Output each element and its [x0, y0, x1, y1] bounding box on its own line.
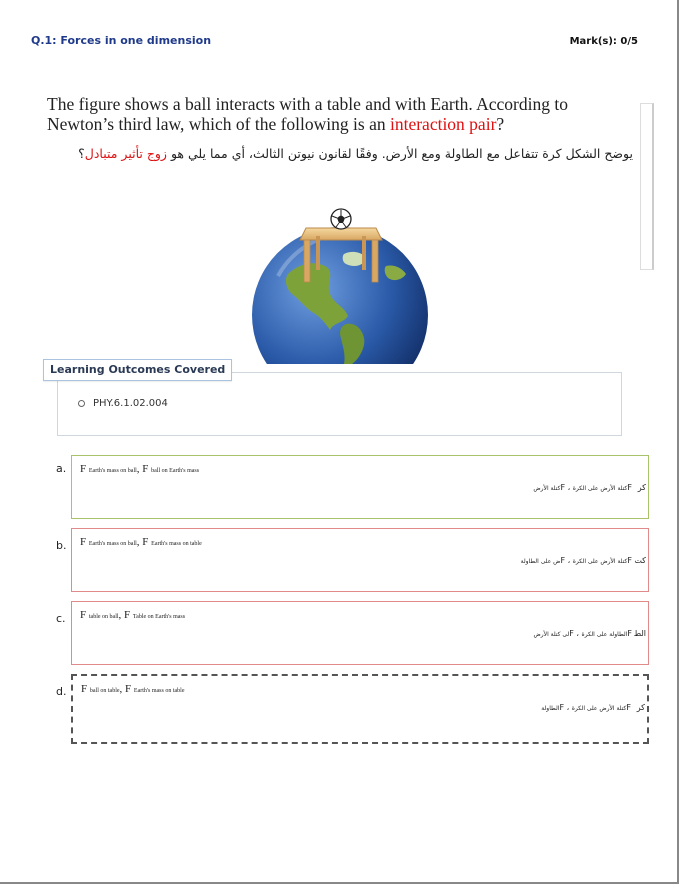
option-d-en-text	[81, 683, 185, 695]
question-en-prefix: The figure shows a ball interacts with a table and with Earth. According to Newton’s third law, which of the following is an	[47, 94, 568, 134]
force-symbol: F	[626, 703, 631, 712]
option-a[interactable]	[71, 455, 649, 519]
option-c-letter: c.	[56, 612, 66, 625]
ball-table-earth-figure	[248, 206, 433, 364]
option-c-en-text	[80, 609, 185, 621]
force-subscript: كتلة الأرض على الكرة	[571, 705, 627, 712]
separator: ،	[565, 556, 573, 565]
separator: ,	[136, 536, 143, 548]
force-symbol: F	[81, 683, 88, 695]
question-ar-prefix: يوضح الشكل كرة تتفاعل مع الطاولة ومع الأرض. وفقًا لقانون نيوتن الثالث، أي مما يلي هو	[166, 146, 633, 161]
force-symbol: F	[560, 556, 566, 565]
force-subscript: كتلة الأرض على الكرة	[572, 558, 628, 565]
option-c[interactable]	[71, 601, 649, 665]
bullet-icon	[78, 400, 85, 407]
force-symbol: F	[560, 483, 566, 492]
force-subscript: كتلة الأرض على الكرة	[572, 485, 628, 492]
force-subscript: Earth's mass on table	[151, 541, 202, 547]
force-symbol: F	[125, 683, 132, 695]
force-subscript: ض على الطاولة	[520, 558, 561, 565]
option-d[interactable]	[71, 674, 649, 744]
force-symbol: F	[627, 556, 632, 565]
separator: ,	[119, 683, 126, 695]
force-symbol: F	[627, 483, 632, 492]
force-subscript: الطاولة	[541, 705, 560, 712]
force-symbol: F	[559, 703, 565, 712]
earth-globe	[252, 227, 428, 364]
question-text-ar	[47, 143, 633, 165]
question-ar-suffix: ؟	[78, 146, 85, 161]
learning-outcomes-title: Learning Outcomes Covered	[43, 359, 232, 381]
force-subscript: Earth's mass on ball	[88, 541, 137, 547]
force-symbol: F	[627, 629, 632, 638]
force-symbol: F	[80, 463, 87, 475]
force-subscript: Earth's mass on ball	[88, 468, 137, 474]
force-subscript: ball on table	[89, 688, 120, 694]
option-a-en-text	[80, 463, 199, 475]
force-symbol: F	[569, 629, 574, 638]
option-b-en-text	[80, 536, 202, 548]
separator: ,	[118, 609, 125, 621]
force-subscript: ball on Earth's mass	[151, 468, 200, 474]
question-text-en	[47, 94, 617, 134]
separator: ,	[136, 463, 143, 475]
force-symbol: F	[80, 609, 87, 621]
force-symbol: F	[124, 609, 131, 621]
question-en-highlight: interaction pair	[389, 114, 497, 134]
option-b-cut-text: كت	[634, 556, 646, 565]
scrollbar-track[interactable]	[640, 103, 654, 270]
marks-indicator: Mark(s): 0/5	[569, 36, 638, 47]
separator: ،	[565, 483, 573, 492]
option-c-cut-text: الط	[633, 629, 646, 638]
option-d-cut-text: كر	[636, 703, 645, 712]
force-subscript: كتلة الأرض	[533, 485, 561, 492]
force-subscript: الطاولة على الكرة	[581, 631, 628, 638]
option-a-letter: a.	[56, 462, 67, 475]
force-symbol: F	[80, 536, 87, 548]
question-ar-highlight: زوج تأثير متبادل	[84, 146, 167, 161]
table-top	[300, 228, 382, 240]
separator: ،	[573, 629, 582, 638]
force-subscript: Earth's mass on table	[133, 688, 185, 694]
force-symbol: F	[142, 536, 149, 548]
force-subscript: table on ball	[88, 614, 119, 620]
option-a-ar-text	[533, 483, 632, 492]
option-d-letter: d.	[56, 685, 67, 698]
force-symbol: F	[142, 463, 149, 475]
force-subscript: لى كتلة الأرض	[533, 631, 570, 638]
question-title: Q.1: Forces in one dimension	[31, 34, 212, 47]
option-a-cut-text: كر	[637, 483, 646, 492]
option-c-ar-text	[534, 629, 633, 638]
table-leg-back-right	[362, 236, 366, 270]
table-leg-back-left	[316, 236, 320, 270]
option-b-ar-text	[521, 556, 632, 565]
option-b-letter: b.	[56, 539, 67, 552]
question-en-suffix: ?	[496, 114, 505, 134]
force-subscript: Table on Earth's mass	[132, 614, 186, 620]
table-leg-left	[304, 240, 310, 282]
learning-outcome-code: PHY.6.1.02.004	[93, 398, 168, 409]
learning-outcome-item	[78, 398, 168, 409]
separator: ،	[564, 703, 572, 712]
option-d-ar-text	[541, 703, 631, 712]
option-b[interactable]	[71, 528, 649, 592]
table-leg-right	[372, 240, 378, 282]
